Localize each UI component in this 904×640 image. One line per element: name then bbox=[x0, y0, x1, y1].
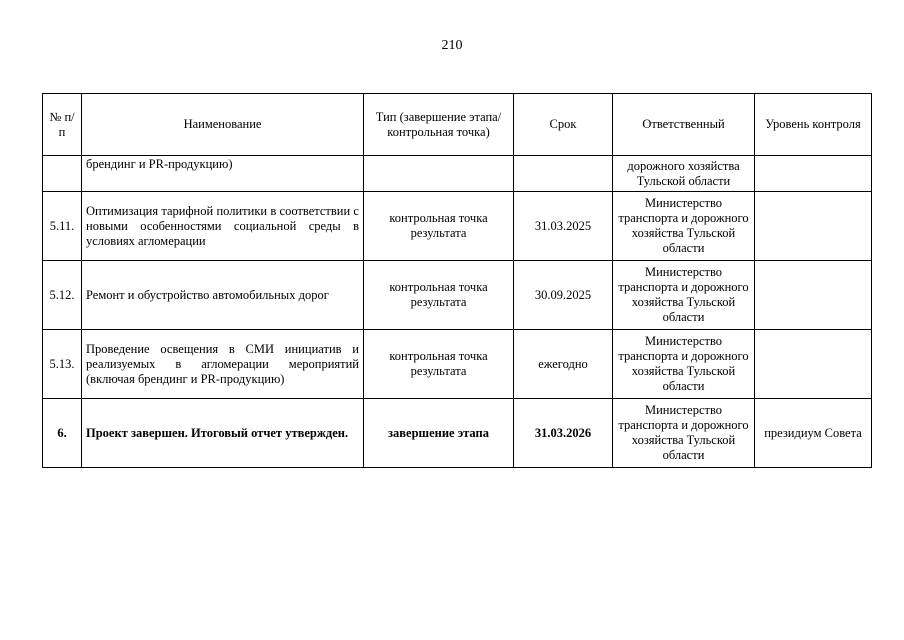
row-name: Оптимизация тарифной политики в соответствии с новыми особенностями социальной среды в условиях агломерации bbox=[82, 192, 364, 261]
row-num: 5.13. bbox=[43, 330, 82, 399]
row-num bbox=[43, 156, 82, 192]
row-date: 31.03.2025 bbox=[514, 192, 613, 261]
row-type: контрольная точка результата bbox=[364, 330, 514, 399]
row-responsible: дорожного хозяйства Тульской области bbox=[613, 156, 755, 192]
header-name: Наименование bbox=[82, 94, 364, 156]
table-row bbox=[43, 330, 872, 399]
page-number: 210 bbox=[441, 38, 463, 53]
row-type bbox=[364, 156, 514, 192]
header-num: № п/п bbox=[43, 94, 82, 156]
plan-table bbox=[42, 93, 872, 468]
row-type: контрольная точка результата bbox=[364, 261, 514, 330]
row-level bbox=[755, 192, 872, 261]
table-row bbox=[43, 399, 872, 468]
table-row bbox=[43, 156, 872, 192]
row-responsible: Министерство транспорта и дорожного хозяйства Тульской области bbox=[613, 330, 755, 399]
row-level bbox=[755, 330, 872, 399]
row-num: 5.12. bbox=[43, 261, 82, 330]
table-row bbox=[43, 261, 872, 330]
row-name: Проект завершен. Итоговый отчет утвержден. bbox=[82, 399, 364, 468]
row-level: президиум Совета bbox=[755, 399, 872, 468]
row-responsible: Министерство транспорта и дорожного хозяйства Тульской области bbox=[613, 399, 755, 468]
row-type: завершение этапа bbox=[364, 399, 514, 468]
header-responsible: Ответственный bbox=[613, 94, 755, 156]
header-date: Срок bbox=[514, 94, 613, 156]
row-responsible: Министерство транспорта и дорожного хозяйства Тульской области bbox=[613, 192, 755, 261]
row-type: контрольная точка результата bbox=[364, 192, 514, 261]
header-level: Уровень контроля bbox=[755, 94, 872, 156]
row-date: 30.09.2025 bbox=[514, 261, 613, 330]
row-date: ежегодно bbox=[514, 330, 613, 399]
row-date bbox=[514, 156, 613, 192]
header-type: Тип (завершение этапа/контрольная точка) bbox=[364, 94, 514, 156]
row-level bbox=[755, 261, 872, 330]
row-num: 5.11. bbox=[43, 192, 82, 261]
table-header-row bbox=[43, 94, 872, 156]
row-date: 31.03.2026 bbox=[514, 399, 613, 468]
table-row bbox=[43, 192, 872, 261]
row-responsible: Министерство транспорта и дорожного хозяйства Тульской области bbox=[613, 261, 755, 330]
row-num: 6. bbox=[43, 399, 82, 468]
row-name: Ремонт и обустройство автомобильных дорог bbox=[82, 261, 364, 330]
row-name: Проведение освещения в СМИ инициатив и реализуемых в агломерации мероприятий (включая брендинг и PR-продукцию) bbox=[82, 330, 364, 399]
row-level bbox=[755, 156, 872, 192]
row-name: брендинг и PR-продукцию) bbox=[82, 156, 364, 192]
